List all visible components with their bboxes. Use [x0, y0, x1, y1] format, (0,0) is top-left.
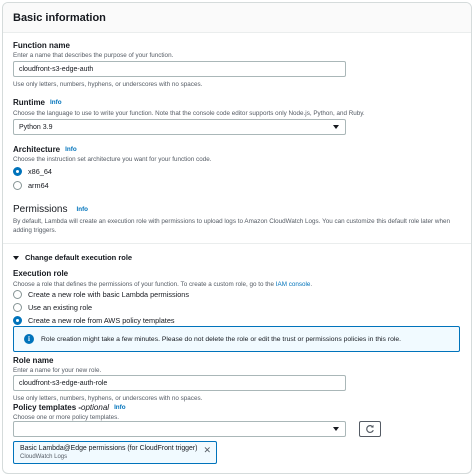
execution-role-option-label: Use an existing role [28, 303, 93, 312]
refresh-button[interactable] [359, 421, 381, 437]
execution-role-option-label: Create a new role from AWS policy templates [28, 316, 175, 325]
optional-tag: optional [81, 403, 110, 412]
function-name-label: Function name [13, 41, 70, 50]
execution-role-description [13, 281, 312, 288]
runtime-label: Runtime [13, 98, 45, 107]
execution-role-label: Execution role [13, 269, 69, 278]
permissions-info-link[interactable]: Info [76, 206, 89, 213]
expander-label: Change default execution role [25, 253, 133, 262]
policy-templates-label-row [13, 403, 126, 412]
token-subtitle: CloudWatch Logs [20, 454, 68, 460]
runtime-selected-value: Python 3.9 [19, 123, 53, 131]
permissions-description: By default, Lambda will create an execution role with permissions to upload logs to Amazon CloudWatch Logs. You can customize this default role later when adding triggers. [13, 218, 450, 234]
caret-down-icon [333, 125, 339, 129]
execution-role-desc-suffix: . [310, 281, 313, 288]
token-title: Basic Lambda@Edge permissions (for CloudFront trigger) [20, 445, 198, 452]
runtime-select[interactable] [13, 119, 346, 135]
close-icon[interactable]: ✕ [203, 445, 211, 455]
permissions-heading-row [13, 204, 88, 215]
radio-unselected-icon[interactable] [13, 181, 22, 190]
policy-templates-description: Choose one or more policy templates. [13, 414, 120, 421]
role-creation-alert [13, 326, 460, 352]
policy-templates-select[interactable] [13, 421, 346, 437]
architecture-label: Architecture [13, 145, 61, 154]
architecture-option-label: arm64 [28, 181, 49, 190]
change-execution-role-expander[interactable] [13, 253, 132, 262]
architecture-option-arm64[interactable] [13, 181, 49, 190]
role-name-value: cloudfront-s3-edge-auth-role [19, 379, 108, 387]
panel-header [3, 3, 471, 33]
iam-console-link[interactable]: IAM console [275, 281, 311, 288]
execution-role-option-basic[interactable] [13, 290, 189, 299]
function-name-description: Enter a name that describes the purpose of your function. [13, 52, 174, 59]
expand-triangle-icon [13, 256, 19, 260]
function-name-value: cloudfront-s3-edge-auth [19, 65, 94, 73]
radio-selected-icon[interactable] [13, 167, 22, 176]
architecture-option-label: x86_64 [28, 167, 52, 176]
policy-templates-info-link[interactable]: Info [114, 404, 126, 411]
role-name-label: Role name [13, 356, 54, 365]
runtime-description: Choose the language to use to write your function. Note that the console code editor supports only Node.js, Python, and Ruby. [13, 110, 365, 117]
function-name-hint: Use only letters, numbers, hyphens, or underscores with no spaces. [13, 81, 203, 88]
execution-role-option-templates[interactable] [13, 316, 175, 325]
radio-unselected-icon[interactable] [13, 290, 22, 299]
execution-role-desc-text: Choose a role that defines the permissions of your function. To create a custom role, go to the [13, 281, 276, 288]
basic-information-panel [2, 2, 472, 474]
execution-role-option-existing[interactable] [13, 303, 92, 312]
policy-template-token [13, 441, 217, 464]
function-name-input[interactable] [13, 61, 346, 77]
execution-role-option-label: Create a new role with basic Lambda permissions [28, 290, 190, 299]
caret-down-icon [333, 427, 339, 431]
alert-text: Role creation might take a few minutes. Please do not delete the role or edit the trust or permissions policies in this role. [41, 335, 402, 343]
section-heading: Basic information [13, 11, 106, 24]
runtime-label-row [13, 98, 62, 107]
policy-templates-label: Policy templates - [13, 403, 82, 412]
radio-selected-icon[interactable] [13, 316, 22, 325]
role-name-hint: Use only letters, numbers, hyphens, or underscores with no spaces. [13, 395, 203, 402]
info-circle-icon: i [24, 334, 34, 344]
refresh-icon [365, 424, 375, 434]
architecture-option-x86[interactable] [13, 167, 52, 176]
permissions-heading: Permissions [13, 204, 68, 215]
architecture-description: Choose the instruction set architecture you want for your function code. [13, 156, 212, 163]
role-name-input[interactable] [13, 375, 346, 391]
divider [3, 243, 471, 244]
architecture-info-link[interactable]: Info [65, 146, 77, 153]
runtime-info-link[interactable]: Info [50, 99, 62, 106]
architecture-label-row [13, 145, 77, 154]
radio-unselected-icon[interactable] [13, 303, 22, 312]
role-name-description: Enter a name for your new role. [13, 367, 102, 374]
